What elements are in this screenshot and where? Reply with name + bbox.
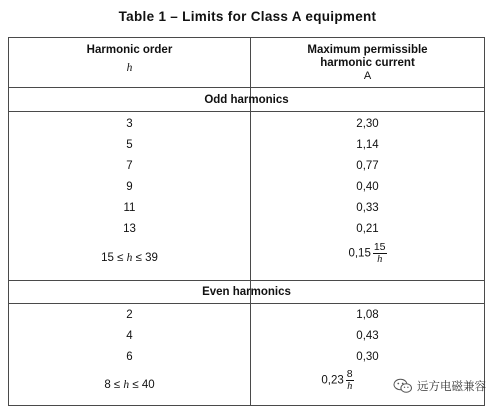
odd-limit-11: 0,33 [356,202,379,214]
even-frac-denominator: h [347,381,353,392]
odd-limit-7: 0,77 [356,160,379,172]
wechat-icon [393,378,413,394]
watermark-text: 远方电磁兼容 [417,379,486,393]
odd-range-lower: 15 ≤ [101,252,124,264]
odd-range-fraction [373,242,387,265]
header-separator [9,87,484,88]
table-title: Table 1 – Limits for Class A equipment [118,9,377,24]
odd-order-9: 9 [126,181,133,193]
header-harmonic-order-symbol: h [126,62,133,74]
even-order-2: 2 [126,309,133,321]
header-harmonic-order: Harmonic order [86,44,173,56]
odd-limit-9: 0,40 [356,181,379,193]
even-limit-4: 0,43 [356,330,379,342]
odd-order-5: 5 [126,139,133,151]
even-range-upper: ≤ 40 [132,379,155,391]
even-range-var: h [123,379,130,391]
even-limit-2: 1,08 [356,309,379,321]
header-max-current-line1: Maximum permissible [307,44,428,56]
odd-limit-3: 2,30 [356,118,379,130]
odd-frac-denominator: h [377,254,383,265]
odd-order-13: 13 [123,223,136,235]
even-order-4: 4 [126,330,133,342]
odd-limit-13: 0,21 [356,223,379,235]
even-range-coef: 0,23 [321,374,344,387]
even-limit-6: 0,30 [356,351,379,363]
section-odd-harmonics: Odd harmonics [204,94,289,106]
even-frac-numerator: 8 [346,368,353,380]
header-unit: A [363,70,372,82]
odd-range-coef: 0,15 [348,247,371,260]
odd-frac-numerator: 15 [373,241,386,253]
limits-table [8,37,485,406]
even-order-6: 6 [126,351,133,363]
even-range-lower: 8 ≤ [104,379,121,391]
even-range-fraction [346,369,354,392]
odd-limit-5: 1,14 [356,139,379,151]
odd-order-7: 7 [126,160,133,172]
section-even-harmonics: Even harmonics [202,286,291,298]
watermark [393,378,486,394]
even-section-separator [9,303,484,304]
odd-order-3: 3 [126,118,133,130]
odd-even-separator [9,280,484,281]
header-max-current-line2: harmonic current [320,57,415,69]
odd-range-upper: ≤ 39 [135,252,158,264]
odd-order-11: 11 [123,202,136,214]
odd-range-limit [251,242,484,265]
odd-section-separator [9,111,484,112]
even-range-order [9,379,250,391]
odd-range-var: h [126,252,133,264]
odd-range-order [9,252,250,264]
